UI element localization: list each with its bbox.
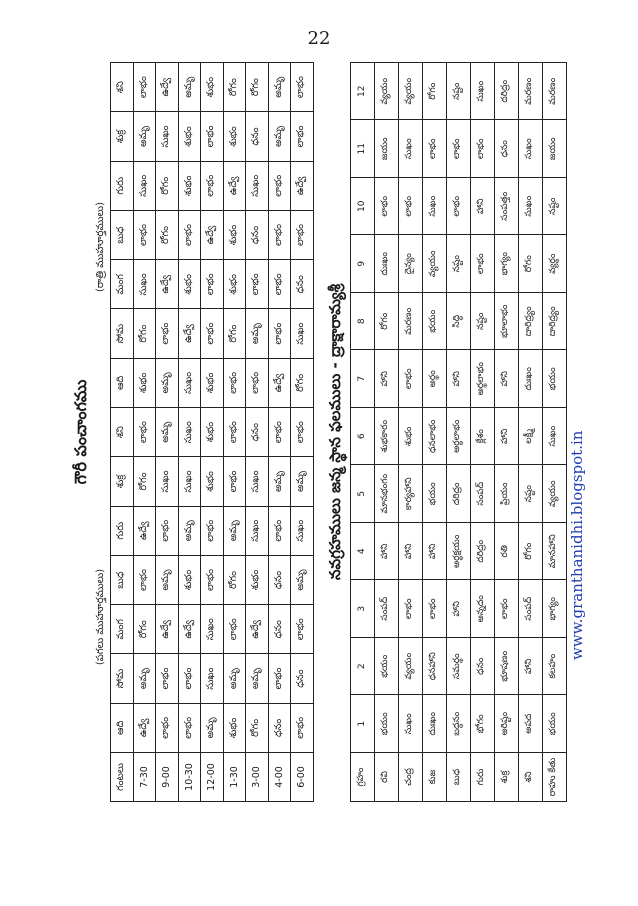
- table-cell: నష్టం: [446, 235, 470, 293]
- table-cell: శుభం: [223, 112, 246, 161]
- table-cell: శుభం: [201, 63, 224, 112]
- table-cell: శుభం: [223, 260, 246, 309]
- table-cell: క్లేశం: [470, 408, 494, 466]
- table-cell: రోగం: [422, 63, 446, 121]
- table-cell: వ్యయం: [374, 63, 398, 121]
- column-header: 5: [350, 465, 374, 523]
- column-header: 1: [350, 695, 374, 753]
- table-cell: సంపత్తం: [494, 178, 518, 236]
- column-header: 10: [350, 178, 374, 236]
- table-cell: లాభం: [268, 309, 291, 358]
- table-cell: దుఃఖం: [422, 695, 446, 753]
- table-cell: సుఖం: [246, 161, 269, 210]
- column-header: 6: [350, 408, 374, 466]
- table-cell: జయం: [374, 120, 398, 178]
- table-cell: ఉద్వే: [291, 161, 314, 210]
- table-cell: లాభం: [201, 555, 224, 604]
- table-cell: వ్యర్థం: [542, 235, 566, 293]
- table-cell: లాభం: [291, 63, 314, 112]
- table-cell: శుభం: [201, 408, 224, 457]
- table-cell: లాభం: [398, 580, 422, 638]
- table-cell: ఉద్వే: [201, 210, 224, 259]
- table-cell: లాభం: [223, 358, 246, 407]
- table-cell: సుఖం: [398, 120, 422, 178]
- table-cell: అపద: [518, 695, 542, 753]
- table-cell: భయం: [422, 293, 446, 351]
- column-header: శుక్ర: [111, 457, 134, 506]
- table-cell: హాని: [470, 178, 494, 236]
- table-cell: లాభం: [268, 408, 291, 457]
- table-cell: లక్ష్మీ: [518, 408, 542, 466]
- table-cell: కలహం: [542, 638, 566, 696]
- table-cell: లాభం: [398, 350, 422, 408]
- table-cell: సుఖం: [422, 178, 446, 236]
- gowri-panchangam-section: [70, 62, 314, 802]
- table-cell: లాభం: [268, 260, 291, 309]
- table-cell: హాని: [518, 638, 542, 696]
- table-cell: హాని: [446, 580, 470, 638]
- row-header-cell: 9-00: [156, 753, 179, 802]
- table-cell: సుఖం: [156, 457, 179, 506]
- table-cell: అమృ: [201, 703, 224, 752]
- table-cell: దరిద్రం: [494, 63, 518, 121]
- table-cell: ధనం: [246, 210, 269, 259]
- table-cell: హాని: [398, 523, 422, 581]
- table-cell: శుభం: [223, 210, 246, 259]
- table-cell: అమృ: [291, 457, 314, 506]
- table-cell: శుభం: [246, 555, 269, 604]
- table-cell: లాభం: [133, 210, 156, 259]
- table-cell: ఉద్వే: [268, 358, 291, 407]
- table-row: [542, 63, 566, 802]
- table-cell: అమృ: [291, 555, 314, 604]
- table-cell: ఉద్వే: [133, 703, 156, 752]
- table-cell: అన్నదం: [470, 580, 494, 638]
- table-cell: లాభం: [178, 210, 201, 259]
- table-row: [470, 63, 494, 802]
- table-cell: లాభం: [201, 309, 224, 358]
- table-cell: లాభం: [422, 120, 446, 178]
- table-cell: ధనం: [494, 120, 518, 178]
- table-cell: శుభం: [178, 260, 201, 309]
- table-cell: ధనం: [291, 260, 314, 309]
- table-cell: లాభం: [268, 654, 291, 703]
- column-header: 4: [350, 523, 374, 581]
- table-cell: అమృ: [246, 654, 269, 703]
- table-cell: అర్థలాభం: [470, 350, 494, 408]
- table-cell: లాభం: [470, 235, 494, 293]
- table-cell: సమర్థం: [446, 638, 470, 696]
- column-header: మంగ: [111, 260, 134, 309]
- table-cell: బద్ధనం: [446, 695, 470, 753]
- table-cell: హాని: [374, 350, 398, 408]
- table-cell: సంపద్: [470, 465, 494, 523]
- table-cell: నష్టం: [446, 63, 470, 121]
- table-cell: ధనం: [470, 638, 494, 696]
- table-cell: శుభకారం: [374, 408, 398, 466]
- column-header: శుక్ర: [111, 112, 134, 161]
- table-row: [133, 63, 156, 802]
- table-cell: రోగం: [223, 555, 246, 604]
- table-cell: లాభం: [268, 161, 291, 210]
- table-cell: శుభం: [178, 555, 201, 604]
- table-cell: రోగం: [133, 457, 156, 506]
- table-cell: లాభం: [223, 457, 246, 506]
- table-cell: శుభం: [223, 703, 246, 752]
- table-cell: నష్టం: [518, 465, 542, 523]
- table-cell: మరణం: [518, 63, 542, 121]
- table-cell: రోగం: [223, 309, 246, 358]
- table-cell: భయం: [542, 350, 566, 408]
- table-cell: వ్యయం: [422, 235, 446, 293]
- table-cell: లాభం: [133, 555, 156, 604]
- column-header: మంగ: [111, 605, 134, 654]
- row-header-cell: 4-00: [268, 753, 291, 802]
- column-header: 8: [350, 293, 374, 351]
- table-cell: శుభం: [201, 457, 224, 506]
- table-cell: ధనం: [291, 654, 314, 703]
- night-muhurtham-label: (రాత్రి ముహూర్తములు): [95, 202, 106, 292]
- table-cell: దైన్యం: [398, 235, 422, 293]
- table-header-row: [111, 63, 134, 802]
- table-cell: అమృ: [223, 506, 246, 555]
- table-cell: శుభం: [178, 161, 201, 210]
- table-cell: ధనం: [246, 112, 269, 161]
- table-cell: ధనం: [246, 408, 269, 457]
- table-cell: లాభం: [223, 605, 246, 654]
- table-cell: హాని: [494, 408, 518, 466]
- table-cell: అరిష్టం: [494, 695, 518, 753]
- row-header-cell: 7-30: [133, 753, 156, 802]
- table-cell: హాని: [374, 523, 398, 581]
- table-cell: సుఖం: [291, 506, 314, 555]
- table-cell: శుభం: [398, 408, 422, 466]
- table-cell: దారిద్ర్యం: [518, 293, 542, 351]
- table-cell: లాభం: [446, 178, 470, 236]
- table-cell: లాభం: [201, 112, 224, 161]
- row-header-cell: రాహు కేతు: [542, 753, 566, 802]
- table-cell: భోగం: [470, 695, 494, 753]
- table-cell: సుఖం: [246, 506, 269, 555]
- table-cell: ధనహాని: [422, 638, 446, 696]
- table-cell: లాభం: [291, 210, 314, 259]
- table-cell: అర్థం: [422, 350, 446, 408]
- table-cell: సుఖం: [201, 654, 224, 703]
- table-cell: రోగం: [291, 358, 314, 407]
- table-cell: సుఖం: [178, 408, 201, 457]
- table-cell: భూలాభం: [494, 293, 518, 351]
- table-cell: అమృ: [156, 408, 179, 457]
- table-cell: వ్యయం: [542, 465, 566, 523]
- row-header-cell: 3-00: [246, 753, 269, 802]
- column-header: బుధ: [111, 210, 134, 259]
- table-cell: లాభం: [156, 654, 179, 703]
- table-cell: లాభం: [133, 63, 156, 112]
- table-cell: మానహాని: [542, 523, 566, 581]
- column-header: గంటలు: [111, 753, 134, 802]
- table-row: [374, 63, 398, 802]
- column-header: ఆది: [111, 703, 134, 752]
- row-header-cell: 6-00: [291, 753, 314, 802]
- table-row: [494, 63, 518, 802]
- table-row: [246, 63, 269, 802]
- table-cell: ఉద్వే: [156, 63, 179, 112]
- table-cell: అర్థక్షయం: [446, 523, 470, 581]
- day-muhurtham-label: (పగలు ముహూర్తములు): [95, 568, 106, 666]
- table-cell: సిద్ధి: [446, 293, 470, 351]
- table-cell: లాభం: [133, 408, 156, 457]
- table-cell: లాభం: [422, 580, 446, 638]
- table-cell: సుఖం: [133, 161, 156, 210]
- table-cell: ఉద్వే: [133, 506, 156, 555]
- column-header: గురు: [111, 506, 134, 555]
- table-cell: భాగ్యం: [494, 235, 518, 293]
- table-cell: ఉద్వే: [178, 605, 201, 654]
- table-cell: ధనం: [268, 703, 291, 752]
- table-cell: అమృ: [178, 506, 201, 555]
- table-cell: హాని: [422, 523, 446, 581]
- table-cell: దుఃఖం: [518, 350, 542, 408]
- table-row: [291, 63, 314, 802]
- navagraha-phalamulu-table: [350, 62, 567, 802]
- table-cell: జయం: [542, 120, 566, 178]
- row-header-cell: శుక్ర: [494, 753, 518, 802]
- table-cell: లాభం: [156, 703, 179, 752]
- table-cell: ఉద్వే: [156, 260, 179, 309]
- table-cell: సుఖం: [246, 457, 269, 506]
- table-cell: లాభం: [398, 178, 422, 236]
- table-cell: లాభం: [246, 260, 269, 309]
- table-cell: లాభం: [291, 703, 314, 752]
- table-cell: లాభం: [178, 703, 201, 752]
- table-cell: అమృ: [246, 309, 269, 358]
- table-cell: భూషణం: [494, 638, 518, 696]
- table-cell: లాభం: [178, 654, 201, 703]
- table-cell: వ్యయం: [398, 63, 422, 121]
- table-cell: రోగం: [133, 605, 156, 654]
- table-cell: ఉద్వే: [246, 605, 269, 654]
- table-cell: నష్టం: [470, 293, 494, 351]
- table-cell: లాభం: [246, 358, 269, 407]
- table-cell: మరణం: [542, 63, 566, 121]
- table-cell: అమృ: [223, 654, 246, 703]
- table-cell: సంపద్: [518, 580, 542, 638]
- table-cell: లాభం: [201, 260, 224, 309]
- table-cell: భయం: [542, 695, 566, 753]
- column-header: సోమ: [111, 654, 134, 703]
- table-cell: రోగం: [156, 161, 179, 210]
- table-cell: రోగం: [223, 63, 246, 112]
- table-row: [156, 63, 179, 802]
- row-header-cell: బుధ: [446, 753, 470, 802]
- table-cell: లాభం: [291, 112, 314, 161]
- table-cell: సుఖం: [542, 408, 566, 466]
- table-header-row: [350, 63, 374, 802]
- table-cell: అమృ: [133, 654, 156, 703]
- table-cell: రోగం: [133, 309, 156, 358]
- column-header: శని: [111, 63, 134, 112]
- table-cell: లాభం: [156, 506, 179, 555]
- table-cell: భయం: [374, 695, 398, 753]
- table-cell: లాభం: [156, 309, 179, 358]
- row-header-cell: గురు: [470, 753, 494, 802]
- column-header: 9: [350, 235, 374, 293]
- table-cell: దారిద్ర్యం: [542, 293, 566, 351]
- gowri-panchangam-title: గౌరీ పంచాంగము: [71, 379, 90, 485]
- table-cell: సుఖం: [133, 260, 156, 309]
- column-header: 7: [350, 350, 374, 408]
- table-cell: సుఖం: [518, 120, 542, 178]
- row-header-cell: శని: [518, 753, 542, 802]
- table-cell: లాభం: [374, 178, 398, 236]
- table-cell: లాభం: [268, 506, 291, 555]
- table-cell: ధనం: [268, 605, 291, 654]
- row-header-cell: చంద్ర: [398, 753, 422, 802]
- table-cell: సుఖం: [178, 358, 201, 407]
- table-cell: దుఃఖం: [374, 235, 398, 293]
- table-cell: భాగ్యం: [542, 580, 566, 638]
- navagraha-section: [320, 62, 567, 802]
- table-cell: సుఖం: [470, 63, 494, 121]
- table-cell: లాభం: [291, 605, 314, 654]
- table-cell: అమృ: [268, 112, 291, 161]
- table-cell: అమృ: [156, 555, 179, 604]
- table-cell: సుఖం: [291, 309, 314, 358]
- table-cell: సుఖం: [518, 178, 542, 236]
- table-cell: నష్టం: [542, 178, 566, 236]
- navagraha-phalamulu-title: నవగ్రహములు జన్మ స్థాన ఫలములు - ద్రాక్షారామ్యశ్రీ: [325, 284, 344, 580]
- column-header: సోమ: [111, 309, 134, 358]
- table-cell: అమృ: [156, 358, 179, 407]
- column-header: గ్రహం: [350, 753, 374, 802]
- table-cell: అర్థలాభం: [446, 408, 470, 466]
- table-cell: సుఖం: [178, 457, 201, 506]
- row-header-cell: 1-30: [223, 753, 246, 802]
- table-cell: కార్యహాని: [398, 465, 422, 523]
- table-cell: సుఖం: [156, 112, 179, 161]
- table-row: [178, 63, 201, 802]
- table-cell: వ్యయం: [398, 638, 422, 696]
- table-cell: అమృ: [133, 112, 156, 161]
- table-cell: సంపద్: [374, 580, 398, 638]
- table-row: [398, 63, 422, 802]
- table-cell: రోగం: [518, 235, 542, 293]
- table-cell: ధనం: [268, 555, 291, 604]
- rotated-content: [70, 62, 558, 802]
- table-cell: మరణం: [398, 293, 422, 351]
- table-row: [518, 63, 542, 802]
- table-cell: దరిద్రం: [446, 465, 470, 523]
- table-cell: రోగం: [246, 703, 269, 752]
- row-header-cell: 12-00: [201, 753, 224, 802]
- table-cell: లాభం: [201, 506, 224, 555]
- table-cell: రతి: [494, 523, 518, 581]
- page-number: 22: [307, 28, 331, 49]
- column-header: బుధ: [111, 555, 134, 604]
- table-cell: సుఖం: [398, 695, 422, 753]
- table-cell: అమృ: [268, 457, 291, 506]
- table-cell: లాభం: [446, 120, 470, 178]
- column-header: 3: [350, 580, 374, 638]
- table-cell: ఉద్వే: [156, 605, 179, 654]
- table-row: [223, 63, 246, 802]
- table-cell: హాని: [446, 350, 470, 408]
- table-cell: భయం: [374, 638, 398, 696]
- table-cell: శుభం: [201, 358, 224, 407]
- row-header-cell: రవి: [374, 753, 398, 802]
- website-link[interactable]: www.granthanidhi.blogspot.in: [568, 430, 586, 660]
- row-header-cell: 10-30: [178, 753, 201, 802]
- column-header: 2: [350, 638, 374, 696]
- column-header: 11: [350, 120, 374, 178]
- table-row: [268, 63, 291, 802]
- table-cell: సుఖం: [201, 605, 224, 654]
- table-cell: అమృ: [268, 63, 291, 112]
- table-row: [201, 63, 224, 802]
- table-cell: హాని: [494, 350, 518, 408]
- column-header: శని: [111, 408, 134, 457]
- table-cell: లాభం: [201, 161, 224, 210]
- table-row: [446, 63, 470, 802]
- column-header: 12: [350, 63, 374, 121]
- table-cell: ప్రియం: [494, 465, 518, 523]
- table-cell: రోగం: [374, 293, 398, 351]
- table-cell: మానభంగం: [374, 465, 398, 523]
- table-cell: భయం: [422, 465, 446, 523]
- table-cell: దరిద్రం: [470, 523, 494, 581]
- row-header-cell: కుజ: [422, 753, 446, 802]
- table-cell: రోగం: [156, 210, 179, 259]
- table-cell: ఉద్వే: [223, 161, 246, 210]
- table-cell: ఉద్వే: [178, 309, 201, 358]
- column-header: గురు: [111, 161, 134, 210]
- table-cell: లాభం: [470, 120, 494, 178]
- table-row: [422, 63, 446, 802]
- hora-subheaders: [92, 62, 110, 802]
- table-cell: లాభం: [291, 408, 314, 457]
- gowri-panchangam-table: [110, 62, 314, 802]
- table-cell: రోగం: [518, 523, 542, 581]
- table-cell: లాభం: [268, 210, 291, 259]
- table-cell: అమృ: [178, 63, 201, 112]
- table-cell: రోగం: [246, 63, 269, 112]
- column-header: ఆది: [111, 358, 134, 407]
- table-cell: శుభం: [178, 112, 201, 161]
- table-cell: శుభం: [133, 358, 156, 407]
- table-cell: లాభం: [223, 408, 246, 457]
- table-cell: ధనలాభం: [422, 408, 446, 466]
- table-cell: లాభం: [494, 580, 518, 638]
